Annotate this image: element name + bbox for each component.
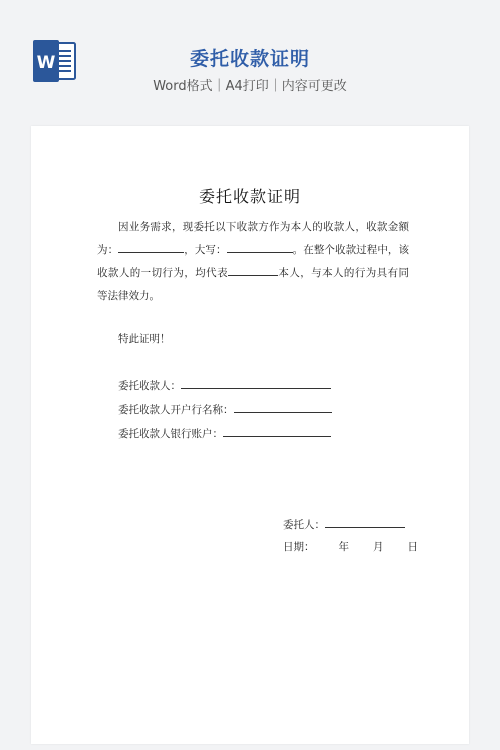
header-title: 委托收款证明 bbox=[189, 48, 310, 70]
principal-label: 委托人： bbox=[283, 519, 325, 531]
special-statement: 特此证明！ bbox=[118, 333, 171, 345]
paragraph-part-2: ，大写： bbox=[184, 244, 227, 256]
payee-bank-label: 委托收款人开户行名称： bbox=[118, 404, 234, 416]
header-subtitle: Word格式｜A4打印｜内容可更改 bbox=[153, 79, 347, 94]
word-icon-letter: W bbox=[36, 53, 56, 73]
payee-blank[interactable] bbox=[181, 376, 331, 389]
paragraph-part-3: 。在整个收款过程中，该收款人的一切行为，均代表 bbox=[97, 244, 410, 279]
principal-blank[interactable] bbox=[325, 515, 405, 528]
principal-row bbox=[283, 515, 405, 532]
representative-blank[interactable] bbox=[228, 263, 278, 276]
payee-account-label: 委托收款人银行账户： bbox=[118, 428, 223, 440]
payee-account-row bbox=[118, 424, 331, 441]
amount-uppercase-blank[interactable] bbox=[227, 240, 293, 253]
paragraph-part-1: 因业务需求，现委托以下收款方作为本人的收款人，收款金额为： bbox=[97, 221, 409, 256]
amount-blank[interactable] bbox=[118, 240, 184, 253]
date-day: 日 bbox=[407, 541, 418, 553]
payee-account-blank[interactable] bbox=[223, 424, 331, 437]
date-year: 年 bbox=[338, 541, 349, 553]
date-row bbox=[283, 539, 418, 554]
body-paragraph bbox=[97, 216, 409, 308]
payee-bank-blank[interactable] bbox=[234, 400, 332, 413]
date-month: 月 bbox=[373, 541, 384, 553]
document-title: 委托收款证明 bbox=[198, 187, 301, 206]
date-label: 日期： bbox=[283, 541, 315, 553]
payee-label: 委托收款人： bbox=[118, 380, 181, 392]
paragraph-part-4: 本人，与本人的行为具有同等法律效力。 bbox=[97, 267, 409, 302]
page-header bbox=[0, 0, 500, 110]
payee-bank-row bbox=[118, 400, 332, 417]
document-page bbox=[31, 126, 469, 744]
payee-row bbox=[118, 376, 331, 393]
